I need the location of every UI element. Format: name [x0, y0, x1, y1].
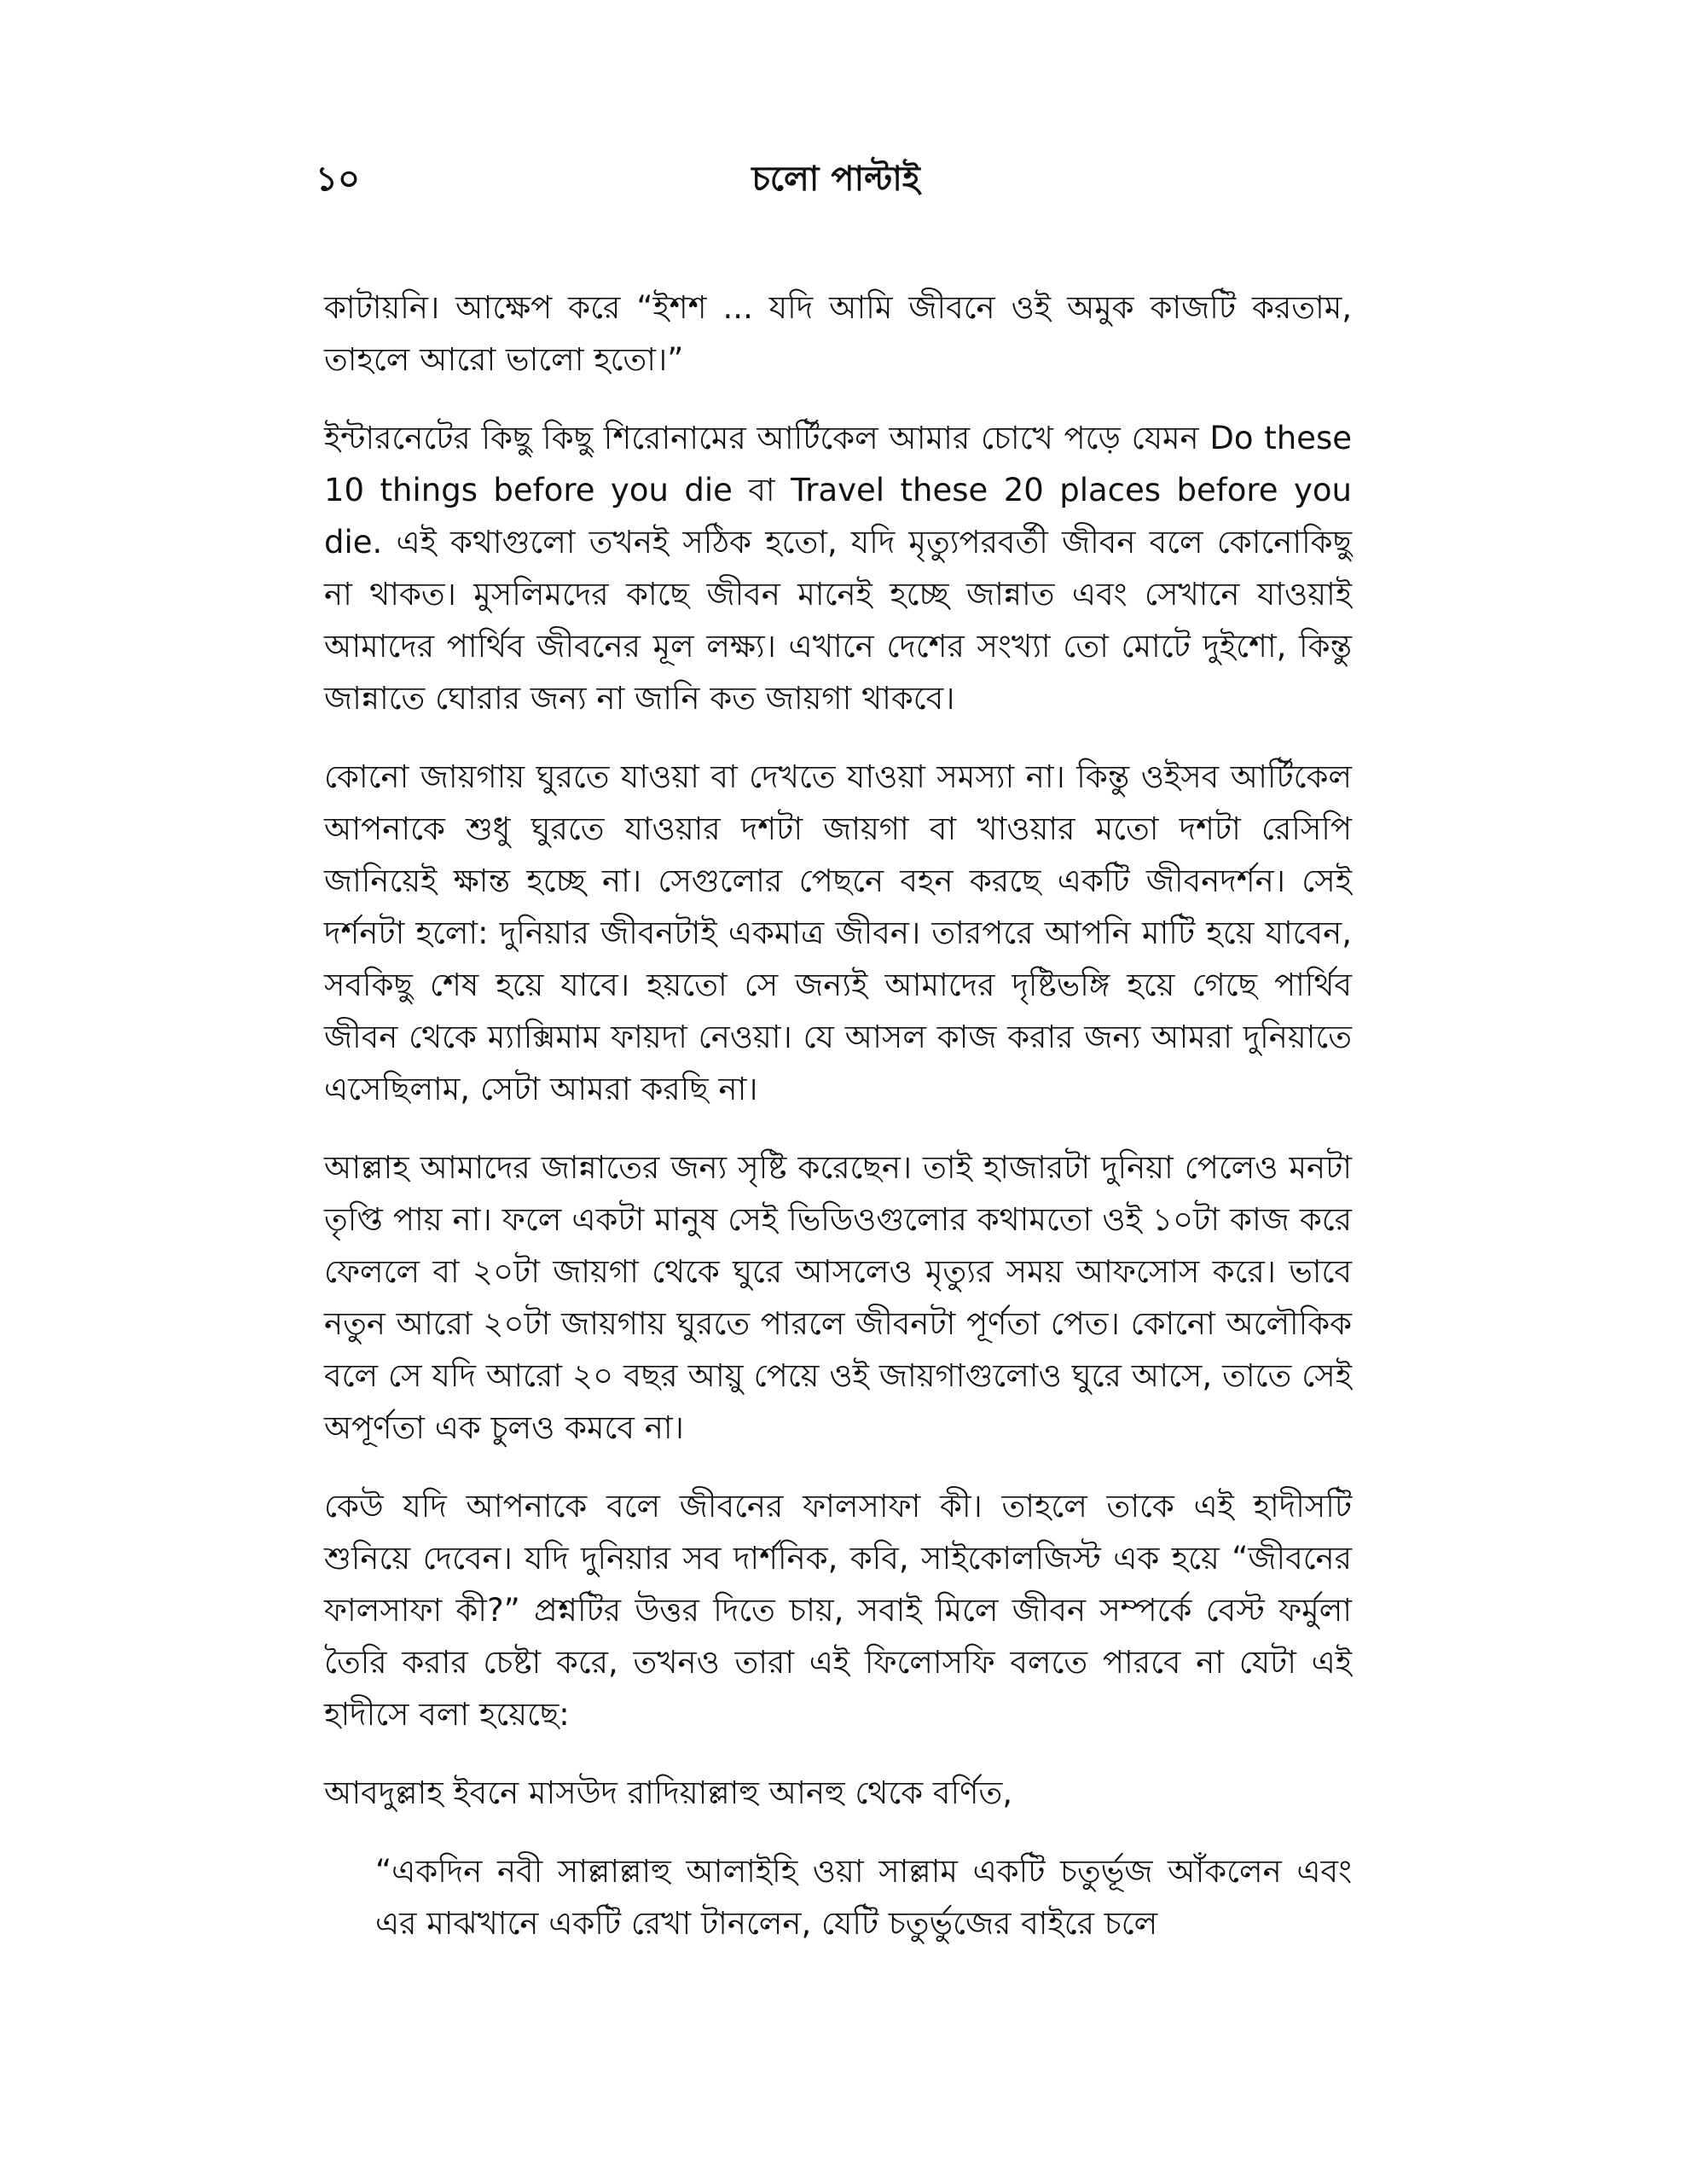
page-number: ১০: [316, 160, 360, 199]
paragraph: কাটায়নি। আক্ষেপ করে “ইশশ ... যদি আমি জীবনে ওই অমুক কাজটি করতাম, তাহলে আরো ভালো হতো।”: [324, 289, 1352, 378]
page-header: [316, 154, 1356, 213]
body-text: [324, 282, 1352, 1949]
hadith-quote: “একদিন নবী সাল্লাল্লাহু আলাইহি ওয়া সাল্লাম একটি চতুর্ভূজ আঁকলেন এবং এর মাঝখানে একটি রেখা টানলেন, যেটি চতুর্ভুজের বাইরে চলে: [375, 1853, 1352, 1942]
paragraph: কোনো জায়গায় ঘুরতে যাওয়া বা দেখতে যাওয়া সমস্যা না। কিন্তু ওইসব আর্টিকেল আপনাকে শুধু ঘুরতে যাওয়ার দশটা জায়গা বা খাওয়ার মতো দশটা রেসিপি জানিয়েই ক্ষান্ত হচ্ছে না। সেগুলোর পেছনে বহন করছে একটি জীবনদর্শন। সেই দর্শনটা হলো: দুনিয়ার জীবনটাই একমাত্র জীবন। তারপরে আপনি মাটি হয়ে যাবেন, সবকিছু শেষ হয়ে যাবে। হয়তো সে জন্যই আমাদের দৃষ্টিভঙ্গি হয়ে গেছে পার্থিব জীবন থেকে ম্যাক্সিমাম ফায়দা নেওয়া। যে আসল কাজ করার জন্য আমরা দুনিয়াতে এসেছিলাম, সেটা আমরা করছি না।: [324, 758, 1352, 1107]
paragraph: আল্লাহ আমাদের জান্নাতের জন্য সৃষ্টি করেছেন। তাই হাজারটা দুনিয়া পেলেও মনটা তৃপ্তি পায় না। ফলে একটা মানুষ সেই ভিডিওগুলোর কথামতো ওই ১০টা কাজ করে ফেললে বা ২০টা জায়গা থেকে ঘুরে আসলেও মৃত্যুর সময় আফসোস করে। ভাবে নতুন আরো ২০টা জায়গায় ঘুরতে পারলে জীবনটা পূর্ণতা পেত। কোনো অলৌকিক বলে সে যদি আরো ২০ বছর আয়ু পেয়ে ওই জায়গাগুলোও ঘুরে আসে, তাতে সেই অপূর্ণতা এক চুলও কমবে না।: [324, 1149, 1352, 1446]
hadith-attribution: আবদুল্লাহ ইবনে মাসউদ রাদিয়াল্লাহু আনহু থেকে বর্ণিত,: [324, 1774, 1012, 1811]
running-title: চলো পাল্টাই: [751, 160, 920, 199]
paragraph: কেউ যদি আপনাকে বলে জীবনের ফালসাফা কী। তাহলে তাকে এই হাদীসটি শুনিয়ে দেবেন। যদি দুনিয়ার সব দার্শনিক, কবি, সাইকোলজিস্ট এক হয়ে “জীবনের ফালসাফা কী?” প্রশ্নটির উত্তর দিতে চায়, সবাই মিলে জীবন সম্পর্কে বেস্ট ফর্মুলা তৈরি করার চেষ্টা করে, তখনও তারা এই ফিলোসফি বলতে পারবে না যেটা এই হাদীসে বলা হয়েছে:: [324, 1488, 1352, 1733]
paragraph: ইন্টারনেটের কিছু কিছু শিরোনামের আর্টিকেল আমার চোখে পড়ে যেমন Do these 10 things before you die বা Travel these 20 places before you die. এই কথাগুলো তখনই সঠিক হতো, যদি মৃত্যুপরবর্তী জীবন বলে কোনোকিছু না থাকত। মুসলিমদের কাছে জীবন মানেই হচ্ছে জান্নাত এবং সেখানে যাওয়াই আমাদের পার্থিব জীবনের মূল লক্ষ্য। এখানে দেশের সংখ্যা তো মোটে দুইশো, কিন্তু জান্নাতে ঘোরার জন্য না জানি কত জায়গা থাকবে।: [324, 420, 1352, 717]
